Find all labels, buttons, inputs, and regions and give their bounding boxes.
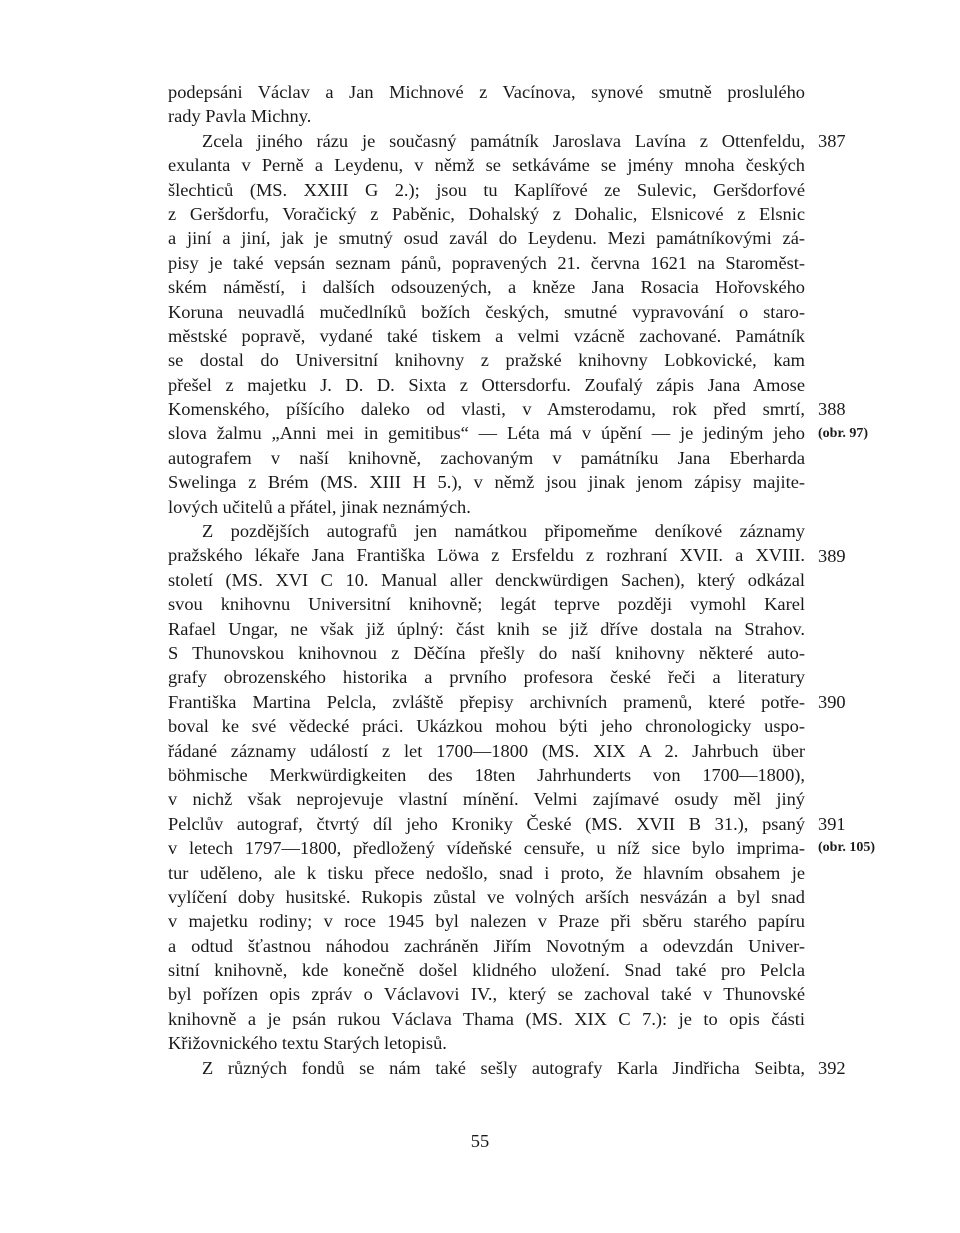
text-line: Františka Martina Pelcla, zvláště přepisy archivních pramenů, které potře-: [168, 691, 805, 712]
text-line: sitní knihovně, kde konečně došel klidného uložení. Snad také pro Pelcla: [168, 960, 805, 981]
text-line: a jiní a jiní, jak je smutný osud zavál do Leydenu. Mezi památníkovými zá-: [168, 228, 805, 249]
margin-figure-ref-105: (obr. 105): [818, 840, 876, 856]
text-line: řádané záznamy událostí z let 1700—1800 (MS. XIX A 2. Jahrbuch über: [168, 740, 805, 761]
text-line: městské popravě, vydané také tiskem a velmi vzácně zachované. Památník: [168, 325, 805, 346]
text-line: Křižovnického textu Starých letopisů.: [168, 1033, 447, 1054]
text-line: rady Pavla Michny.: [168, 106, 312, 127]
text-line: podepsáni Václav a Jan Michnové z Vacínova, synové smutně proslulého: [168, 82, 805, 102]
page-number: 55: [470, 1131, 490, 1151]
text-line: lových učitelů a přátel, jinak neznámých.: [168, 496, 471, 517]
text-line: S Thunovskou knihovnou z Děčína přešly do naší knihovny některé auto-: [168, 642, 805, 663]
margin-figure-ref-97: (obr. 97): [818, 425, 869, 441]
text-line: pražského lékaře Jana Františka Löwa z Ersfeldu z rozhraní XVII. a XVIII.: [168, 545, 805, 566]
text-line: Z různých fondů se nám také sešly autografy Karla Jindřicha Seibta,: [202, 1057, 805, 1078]
margin-reference-387: 387: [818, 130, 846, 151]
text-line: boval ke své vědecké práci. Ukázkou mohou býti jeho chronologicky uspo-: [168, 716, 805, 737]
text-line: pisy je také vepsán seznam pánů, popravených 21. června 1621 na Staroměst-: [168, 252, 805, 273]
text-line: a odtud šťastnou náhodou zachráněn Jiřím Novotným a odevzdán Univer-: [168, 935, 805, 956]
text-line: v nichž však neprojevuje vlastní mínění. Velmi zajímavé osudy měl jiný: [168, 789, 805, 810]
text-line: Koruna neuvadlá mučedlníků božích českých, smutné vypravování o staro-: [168, 301, 805, 322]
body-text: [168, 80, 805, 1080]
text-line: slova žalmu „Anni mei in gemitibus“ — Léta má v úpění — je jediným jeho: [168, 423, 805, 444]
text-line: exulanta v Perně a Leydenu, v němž se setkáváme se jmény mnoha českých: [168, 155, 805, 176]
text-line: knihovně a je psán rukou Václava Thama (MS. XIX C 7.): je to opis části: [168, 1008, 805, 1029]
text-line: přešel z majetku J. D. D. Sixta z Ottersdorfu. Zoufalý zápis Jana Amose: [168, 374, 805, 395]
text-line: Z pozdějších autografů jen namátkou připomeňme deníkové záznamy: [202, 521, 805, 542]
text-line: böhmische Merkwürdigkeiten des 18ten Jahrhunderts von 1700—1800),: [168, 764, 805, 785]
margin-reference-390: 390: [818, 692, 846, 712]
margin-reference-391: 391: [818, 814, 846, 834]
text-line: Rafael Ungar, ne však již úplný: část knih se již dříve dostala na Strahov.: [168, 618, 805, 639]
text-line: v majetku rodiny; v roce 1945 byl nalezen v Praze při sběru starého papíru: [168, 911, 805, 932]
text-line: ském náměstí, i dalších odsouzených, a kněze Jana Rosacia Hořovského: [168, 277, 805, 298]
text-line: grafy obrozenského historika a prvního profesora české řeči a literatury: [168, 667, 805, 688]
text-line: autografem v naší knihovně, zachovaným v památníku Jana Eberharda: [168, 447, 805, 468]
margin-reference-392: 392: [818, 1058, 846, 1078]
text-line: byl pořízen opis zpráv o Václavovi IV., který se zachoval také v Thunovské: [168, 984, 805, 1005]
margin-reference-388: 388: [818, 399, 846, 420]
text-line: vylíčení doby husitské. Rukopis zůstal ve volných arších nesvázán a byl snad: [168, 886, 805, 907]
text-line: se dostal do Universitní knihovny z pražské knihovny Lobkovické, kam: [168, 350, 805, 371]
text-line: tur uděleno, ale k tisku přece nedošlo, snad i proto, že hlavním obsahem je: [168, 862, 805, 883]
text-line: svou knihovnu Universitní knihovně; legát teprve později vymohl Karel: [168, 594, 805, 615]
text-line: Zcela jiného rázu je současný památník Jaroslava Lavína z Ottenfeldu,: [202, 130, 805, 151]
text-line: z Geršdorfu, Voračický z Paběnic, Dohalský z Dohalic, Elsnicové z Elsnic: [168, 203, 805, 224]
text-line: Swelinga z Brém (MS. XIII H 5.), v němž jsou jinak jenom zápisy majite-: [168, 472, 805, 493]
text-line: století (MS. XVI C 10. Manual aller denckwürdigen Sachen), který odkázal: [168, 569, 805, 590]
text-line: v letech 1797—1800, předložený vídeňské censuře, u níž sice bylo imprima-: [168, 838, 805, 859]
margin-reference-389: 389: [818, 545, 846, 566]
text-line: šlechticů (MS. XXIII G 2.); jsou tu Kaplířové ze Sulevic, Geršdorfové: [168, 179, 805, 200]
text-line: Pelclův autograf, čtvrtý díl jeho Kroniky České (MS. XVII B 31.), psaný: [168, 813, 805, 834]
text-line: Komenského, píšícího daleko od vlasti, v Amsterodamu, rok před smrtí,: [168, 399, 805, 420]
